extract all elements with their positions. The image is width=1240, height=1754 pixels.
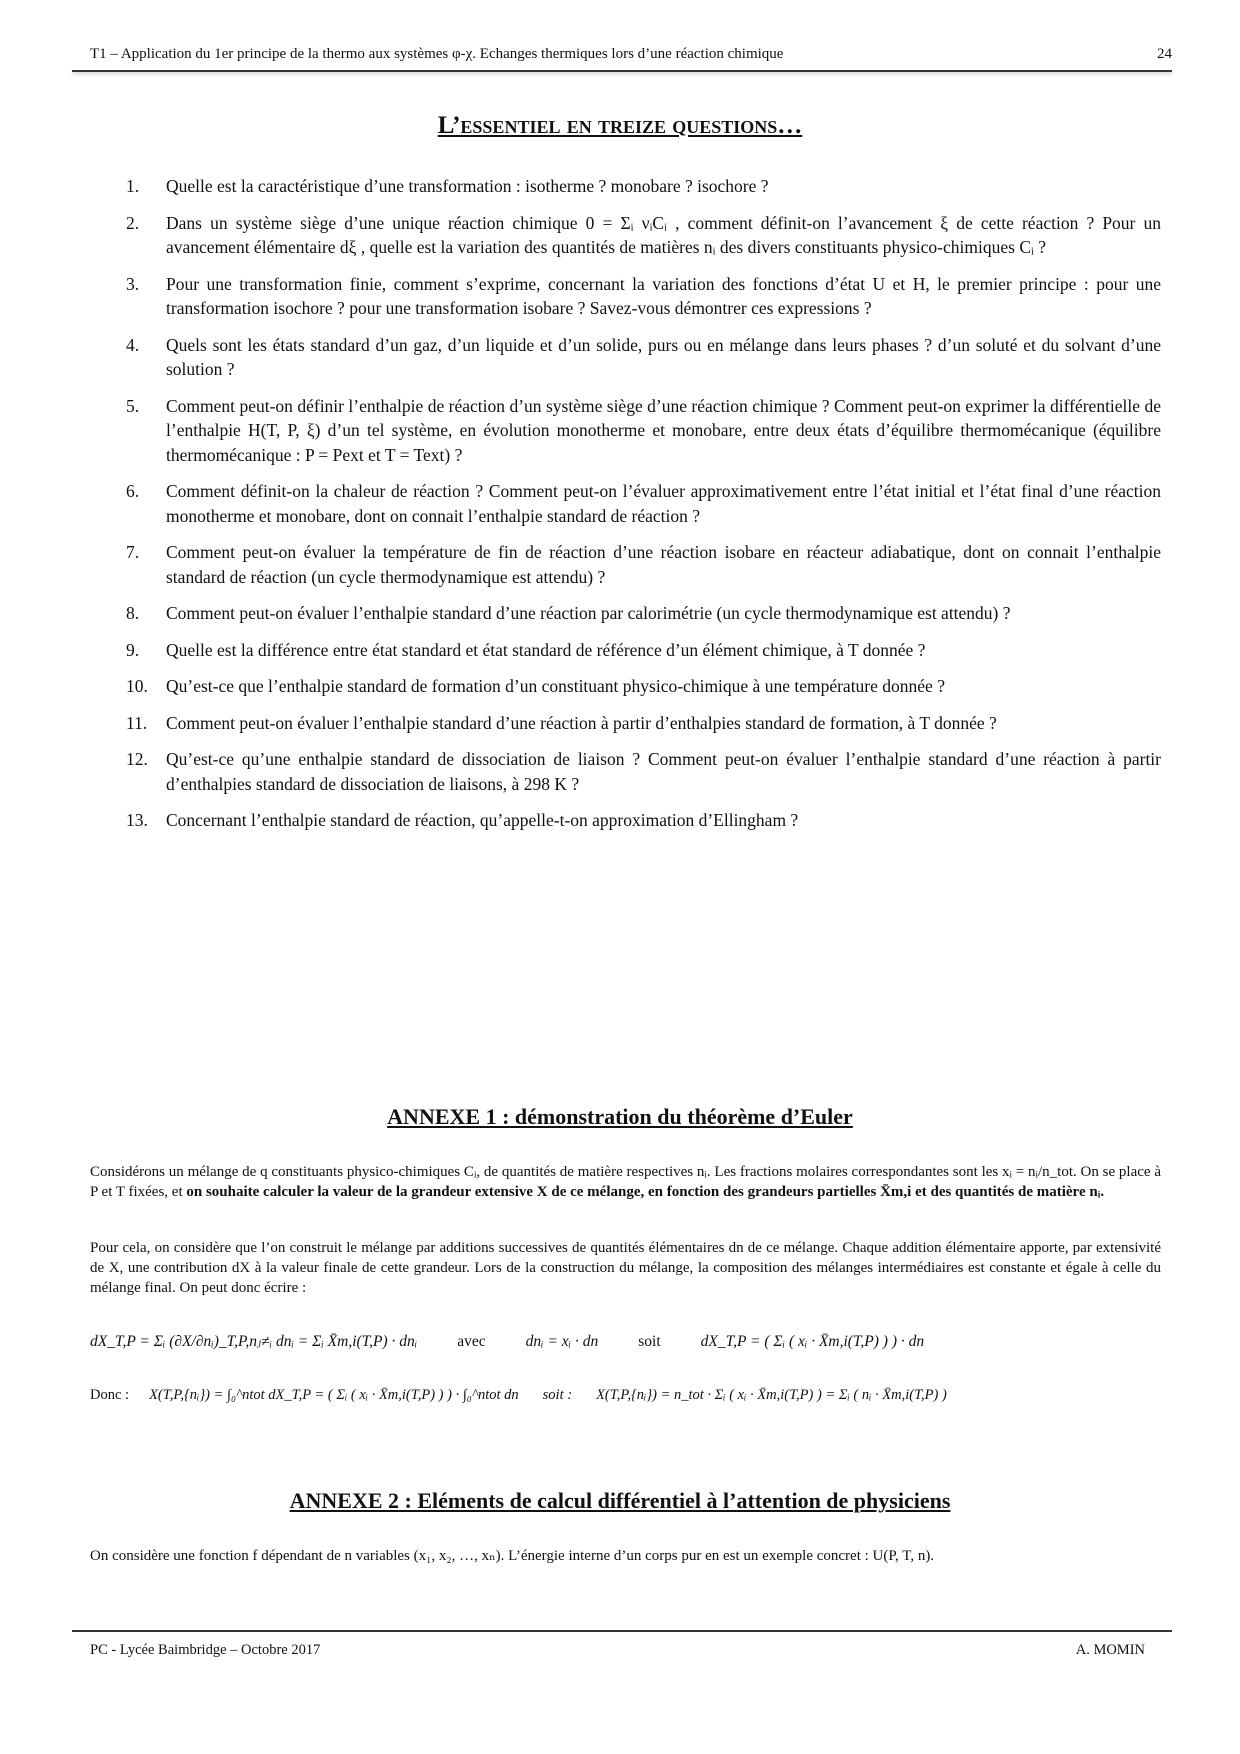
question-item: [126, 333, 1161, 382]
question-text: Comment peut-on évaluer l’enthalpie standard d’une réaction par calorimétrie (un cycle thermodynamique est attendu) ?: [166, 603, 1011, 623]
question-text: Concernant l’enthalpie standard de réaction, qu’appelle-t-on approximation d’Ellingham ?: [166, 810, 799, 830]
annexe1-paragraph-2: Pour cela, on considère que l’on construit le mélange par additions successives de quantités élémentaires dn de ce mélange. Chaque addition élémentaire apporte, par extensivité de X, une contribution dX à la valeur finale de cette grandeur. Lors de la construction du mélange, la composition des mélanges intermédiaires est constante et égale à celle du mélange final. On peut donc écrire :: [90, 1240, 1161, 1296]
question-text: Comment peut-on évaluer l’enthalpie standard d’une réaction à partir d’enthalpies standard de formation, à T donnée ?: [166, 712, 997, 733]
question-list: [126, 174, 1161, 845]
footer-divider: [72, 1630, 1172, 1632]
question-number: 8.: [126, 603, 140, 623]
question-text: Comment peut-on définir l’enthalpie de réaction d’un système siège d’une réaction chimique ? Comment peut-on exprimer la différentielle de l’enthalpie H(T, P, ξ) d’un tel système, en évolution monotherme et monobare, entre deux états d’équilibre thermomécanique (équilibre thermomécanique : P = Pext et T = Text) ?: [166, 395, 1161, 465]
question-text: Qu’est-ce qu’une enthalpie standard de dissociation de liaison ? Comment peut-on évaluer l’enthalpie standard d’une réaction à partir d’enthalpies standard de dissociation de liaisons, à 298 K ?: [166, 749, 1161, 794]
question-item: [126, 211, 1161, 260]
question-number: 2.: [126, 212, 140, 233]
annexe1-title: ANNEXE 1 : démonstration du théorème d’Euler: [387, 1104, 853, 1129]
question-number: 13.: [126, 810, 148, 830]
question-number: 4.: [126, 334, 140, 355]
question-number: 10.: [126, 676, 148, 696]
header-title: T1 – Application du 1er principe de la thermo aux systèmes φ-χ. Echanges thermiques lors d’une réaction chimique: [90, 46, 784, 62]
question-item: [126, 638, 1161, 663]
question-text: Quelle est la différence entre état standard et état standard de référence d’un élément chimique, à T donnée ?: [166, 639, 926, 660]
question-item: [126, 540, 1161, 589]
question-item: [126, 601, 1161, 626]
question-item: [126, 808, 1161, 833]
question-text: Comment définit-on la chaleur de réaction ? Comment peut-on l’évaluer approximativement entre l’état initial et l’état final d’une réaction monotherme et monobare, dont on connait l’enthalpie standard de réaction ?: [166, 481, 1161, 526]
page-footer: [90, 1642, 1145, 1659]
question-number: 6.: [126, 481, 140, 501]
question-item: [126, 674, 1161, 699]
equation-2: Donc : X(T,P,{nᵢ}) = ∫₀^ntot dX_T,P = ( Σᵢ ( xᵢ · X̄m,i(T,P) ) ) · ∫₀^ntot dn soit : X(T,P,{nᵢ}) = n_tot · Σᵢ ( xᵢ · X̄m,i(T,P) ) = Σᵢ ( nᵢ · X̄m,i(T,P) ): [90, 1387, 947, 1403]
question-text: Pour une transformation finie, comment s’exprime, concernant la variation des fonctions d’état U et H, le premier principe : pour une transformation isochore ? pour une transformation isobare ? Savez-vous démontrer ces expressions ?: [166, 273, 1161, 318]
question-number: 1.: [126, 176, 140, 196]
question-text: Comment peut-on évaluer la température de fin de réaction d’une réaction isobare en réacteur adiabatique, dont on connait l’enthalpie standard de réaction (un cycle thermodynamique est attendu) ?: [166, 542, 1161, 587]
question-number: 9.: [126, 639, 140, 660]
main-title: L’essentiel en treize questions…: [437, 112, 803, 139]
page-header: [90, 46, 1172, 63]
equation-1: dX_T,P = Σᵢ (∂X/∂nᵢ)_T,P,nⱼ≠ᵢ dnᵢ = Σᵢ X̄m,i(T,P) · dnᵢ avec dnᵢ = xᵢ · dn soit dX_T,P = ( Σᵢ ( xᵢ · X̄m,i(T,P) ) ) · dn: [90, 1332, 925, 1350]
question-item: [126, 747, 1161, 796]
question-number: 11.: [126, 712, 148, 733]
header-divider: [72, 70, 1172, 72]
question-number: 3.: [126, 273, 140, 294]
annexe2-title: ANNEXE 2 : Eléments de calcul différentiel à l’attention de physiciens: [289, 1488, 951, 1513]
footer-left: PC - Lycée Baimbridge – Octobre 2017: [90, 1642, 321, 1658]
page-number: 24: [1157, 46, 1172, 62]
question-text: Quelle est la caractéristique d’une transformation : isotherme ? monobare ? isochore ?: [166, 176, 769, 196]
footer-author: A. MOMIN: [1075, 1642, 1145, 1658]
question-number: 5.: [126, 395, 140, 416]
question-item: [126, 394, 1161, 468]
question-item: [126, 479, 1161, 528]
question-text: Quels sont les états standard d’un gaz, d’un liquide et d’un solide, purs ou en mélange dans leurs phases ? d’un soluté et du solvant d’une solution ?: [166, 334, 1161, 379]
annexe2-paragraph: On considère une fonction f dépendant de n variables (x₁, x₂, …, xₙ). L’énergie interne d’un corps pur en est un exemple concret : U(P, T, n).: [90, 1548, 935, 1564]
question-text: Qu’est-ce que l’enthalpie standard de formation d’un constituant physico-chimique à une température donnée ?: [166, 676, 945, 696]
annexe1-paragraph-1: Considérons un mélange de q constituants physico-chimiques Cᵢ, de quantités de matière respectives nᵢ. Les fractions molaires correspondantes sont les xᵢ = nᵢ/n_tot. On se place à P et T fixées, et on souhaite calculer la valeur de la grandeur extensive X de ce mélange, en fonction des grandeurs partielles X̄m,i et des quantités de matière nᵢ.: [90, 1164, 1161, 1200]
question-number: 12.: [126, 749, 148, 769]
question-number: 7.: [126, 542, 140, 562]
question-text: Dans un système siège d’une unique réaction chimique 0 = Σᵢ νᵢCᵢ , comment définit-on l’avancement ξ de cette réaction ? Pour un avancement élémentaire dξ , quelle est la variation des quantités de matières nᵢ des divers constituants physico-chimiques Cᵢ ?: [166, 212, 1161, 257]
question-item: [126, 174, 1161, 199]
question-item: [126, 272, 1161, 321]
question-item: [126, 711, 1161, 736]
